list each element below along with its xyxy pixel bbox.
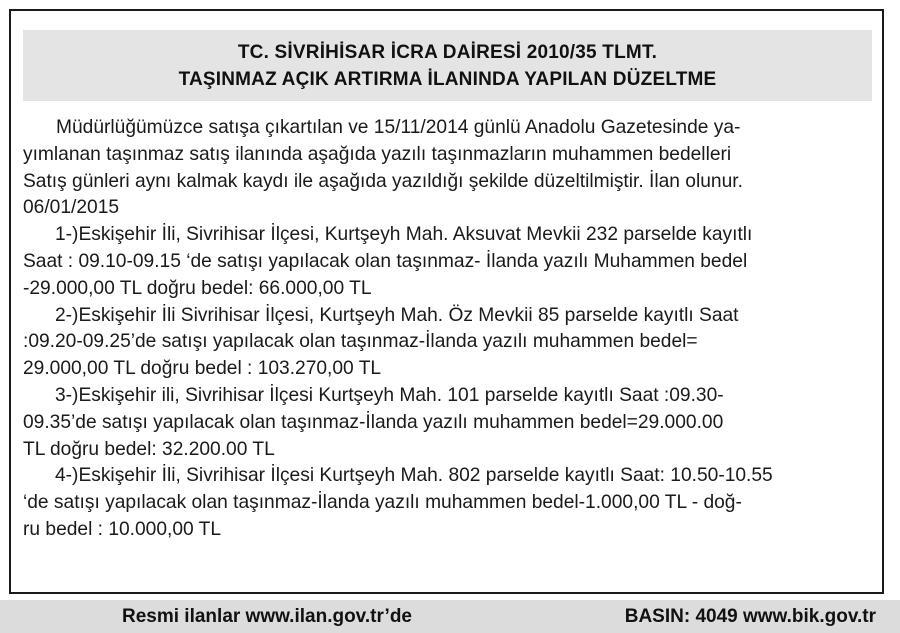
body-line: ‘de satışı yapılacak olan taşınmaz-İlanda yazılı muhammen bedel-1.000,00 TL - doğ- xyxy=(23,492,742,514)
body-line: TL doğru bedel: 32.200.00 TL xyxy=(23,438,275,460)
footer-band xyxy=(0,600,900,633)
notice-title-line-1: TC. SİVRİHİSAR İCRA DAİRESİ 2010/35 TLMT. xyxy=(237,41,658,63)
footer-press-reference-text: BASIN: 4049 www.bik.gov.tr xyxy=(624,606,876,627)
body-line: Satış günleri aynı kalmak kaydı ile aşağıda yazıldığı şekilde düzeltilmiştir. İlan olunur. xyxy=(23,170,743,192)
body-line: ru bedel : 10.000,00 TL xyxy=(23,518,222,540)
body-line: 29.000,00 TL doğru bedel : 103.270,00 TL xyxy=(23,358,382,380)
notice-title-line-2: TAŞINMAZ AÇIK ARTIRMA İLANINDA YAPILAN DÜZELTME xyxy=(178,68,717,90)
body-line: 2-)Eskişehir İli Sivrihisar İlçesi, Kurtşeyh Mah. Öz Mevkii 85 parselde kayıtlı Saat xyxy=(55,304,739,326)
body-line: 1-)Eskişehir İli, Sivrihisar İlçesi, Kurtşeyh Mah. Aksuvat Mevkii 232 parselde kayıtlı xyxy=(55,224,753,246)
body-line: 3-)Eskişehir ili, Sivrihisar İlçesi Kurtşeyh Mah. 101 parselde kayıtlı Saat :09.30- xyxy=(55,384,724,406)
notice-title-band xyxy=(23,30,872,101)
body-line: Saat : 09.10-09.15 ‘de satışı yapılacak olan taşınmaz- İlanda yazılı Muhammen bedel xyxy=(23,250,748,272)
body-line: -29.000,00 TL doğru bedel: 66.000,00 TL xyxy=(23,277,372,299)
body-line: 4-)Eskişehir İli, Sivrihisar İlçesi Kurtşeyh Mah. 802 parselde kayıtlı Saat: 10.50-10.55 xyxy=(55,465,773,487)
body-line: Müdürlüğümüzce satışa çıkartılan ve 15/11/2014 günlü Anadolu Gazetesinde ya- xyxy=(56,117,741,138)
body-line: 09.35’de satışı yapılacak olan taşınmaz-İlanda yazılı muhammen bedel=29.000.00 xyxy=(23,411,724,433)
notice-frame xyxy=(9,9,884,594)
body-line: yımlanan taşınmaz satış ilanında aşağıda yazılı taşınmazların muhammen bedelleri xyxy=(23,143,732,165)
footer-official-notices-text: Resmi ilanlar www.ilan.gov.tr’de xyxy=(122,606,413,627)
notice-body xyxy=(23,115,883,544)
body-line: :09.20-09.25’de satışı yapılacak olan taşınmaz-İlanda yazılı muhammen bedel= xyxy=(23,331,698,353)
body-line: 06/01/2015 xyxy=(23,197,120,219)
